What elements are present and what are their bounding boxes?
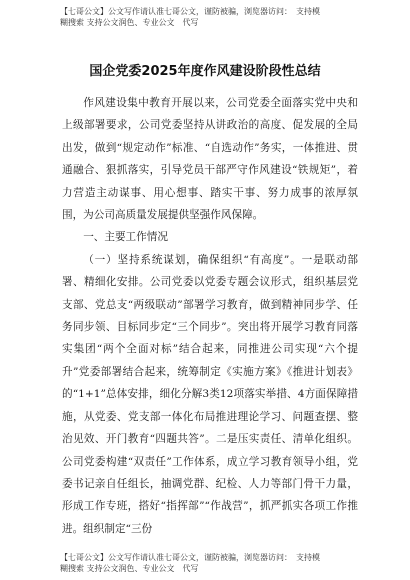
document-body <box>62 92 358 540</box>
footer-banner <box>60 552 360 574</box>
section-heading: 一、主要工作情况 <box>83 231 168 244</box>
header-banner-line1: 【七哥公文】公文写作请认准七哥公文，谨防被骗，浏览器访问： 支持模 <box>60 7 320 16</box>
footer-banner-line2: 糊搜索 支持公文润色、专业公文 代写 <box>60 564 199 573</box>
header-banner <box>60 6 360 28</box>
footer-banner-line1: 【七哥公文】公文写作请认准七哥公文，谨防被骗，浏览器访问： 支持模 <box>60 553 320 562</box>
document-title: 国企党委2025年度作风建设阶段性总结 <box>89 64 321 79</box>
intro-paragraph: 作风建设集中教育开展以来，公司党委全面落实党中央和上级部署要求，公司党委坚持从讲政治的高度、促发展的全局出发，做到“规定动作”标准、“自选动作”务实，一体推进、贯通融合、狠抓落实，引导党员干部严守作风建设“铁规矩”，着力营造主动谋事、用心想事、踏实干事、努力成事的浓厚氛围，为公司高质量发展提供坚强作风保障。 <box>62 97 358 222</box>
body-paragraph: （一）坚持系统谋划，确保组织“有高度”。一是联动部署、精细化安排。公司党委以党委专题会议形式，组织基层党支部、党总支“两级联动”部署学习教育，做到精神同步学、任务同步领、目标同步定“三个同步”。突出将开展学习教育同落实集团“两个全面对标”结合起来，同推进公司实现“六个提升”党委部署结合起来，统筹制定《实施方案》《推进计划表》的“1+1”总体安排，细化分解3类12项落实举措、4方面保障措施，从党委、党支部一体化布局推进理论学习、问题查摆、整治见效、开门教育“四题共答”。二是压实责任、清单化组织。公司党委构建“双责任”工作体系，成立学习教育领导小组，党委书记亲自任组长，抽调党群、纪检、人力等部门骨干力量，形成工作专班，搭好“指挥部”“作战营”，抓严抓实各项工作推进。组织制定“三份 <box>62 253 358 535</box>
header-banner-line2: 糊搜索 支持公文润色、专业公文 代写 <box>60 18 199 27</box>
